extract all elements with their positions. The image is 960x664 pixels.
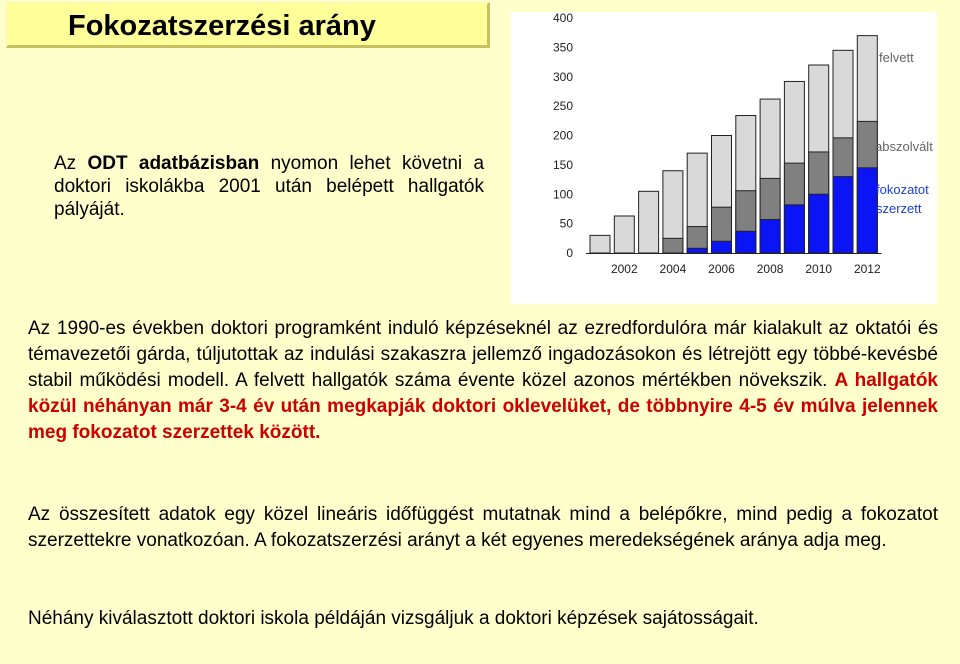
title-box — [6, 2, 490, 48]
bar-fokozatot-szerzett-2007 — [736, 231, 756, 253]
legend-label: fokozatot — [876, 182, 929, 197]
bar-fokozatot-szerzett-2005 — [687, 248, 707, 253]
page-title: Fokozatszerzési arány — [68, 10, 376, 42]
x-tick-label: 2002 — [610, 262, 638, 276]
bar-chart — [511, 12, 937, 304]
x-tick-label: 2006 — [708, 262, 735, 276]
paragraph-1 — [28, 316, 938, 446]
y-tick-label: 50 — [559, 216, 573, 231]
y-tick-label: 0 — [566, 246, 573, 260]
legend-label: abszolvált — [875, 139, 933, 154]
x-tick-label: 2012 — [853, 262, 881, 276]
bar-fokozatot-szerzett-2011 — [833, 177, 853, 253]
paragraph-1-highlight: A hallgatók közül néhányan már 3-4 év után megkapják doktori oklevelüket, de többnyire 4-5 év múlva jelennek meg fokozatot szerzettek között. — [28, 370, 938, 443]
bar-felvett-2001 — [590, 235, 610, 253]
paragraph-2: Az összesített adatok egy közel lineáris időfüggést mutatnak mind a belépőkre, mind pedig a fokozatot szerzettekre vonatkozóan. A fokozatszerzési arányt a két egyenes meredekségének aránya adja meg. — [28, 504, 938, 551]
x-tick-label: 2010 — [805, 262, 833, 276]
intro-part1: Az — [54, 153, 88, 174]
chart-panel — [511, 12, 937, 304]
intro-part2: nyomon lehet követni a doktori iskolákba 2001 után belépett hallgatók pályáját. — [54, 153, 485, 220]
legend-label: felvett — [879, 50, 914, 65]
y-tick-label: 400 — [552, 12, 573, 25]
paragraph-1-normal: Az 1990-es években doktori programként induló képzéseknél az ezredfordulóra már kialakult az oktatói és témavezetői gárda, túljutottak az indulási szakaszra jellemző ingadozásokon és létrejött egy többé-kevésbé stabil működési modell. A felvett hallgatók száma évente közel azonos mértékben növekszik. — [28, 318, 938, 391]
bar-fokozatot-szerzett-2012 — [857, 168, 877, 253]
paragraph-3: Néhány kiválasztott doktori iskola példáján vizsgáljuk a doktori képzések sajátosságait. — [28, 608, 759, 629]
bar-fokozatot-szerzett-2006 — [712, 241, 732, 253]
bar-felvett-2002 — [614, 216, 634, 253]
y-tick-label: 100 — [552, 187, 573, 202]
bar-abszolvált-2004 — [663, 238, 683, 253]
y-tick-label: 350 — [552, 40, 573, 55]
bar-fokozatot-szerzett-2008 — [760, 220, 780, 253]
intro-bold: ODT adatbázisban — [87, 153, 260, 174]
legend-label: szerzett — [876, 201, 922, 216]
x-tick-label: 2008 — [756, 262, 784, 276]
y-tick-label: 150 — [552, 157, 573, 172]
bar-fokozatot-szerzett-2010 — [809, 194, 829, 253]
bar-fokozatot-szerzett-2009 — [784, 205, 804, 253]
y-tick-label: 200 — [552, 128, 573, 143]
y-tick-label: 300 — [552, 69, 573, 84]
y-tick-label: 250 — [552, 99, 573, 114]
intro-text — [54, 152, 484, 221]
bar-felvett-2003 — [639, 191, 659, 253]
x-tick-label: 2004 — [659, 262, 687, 276]
